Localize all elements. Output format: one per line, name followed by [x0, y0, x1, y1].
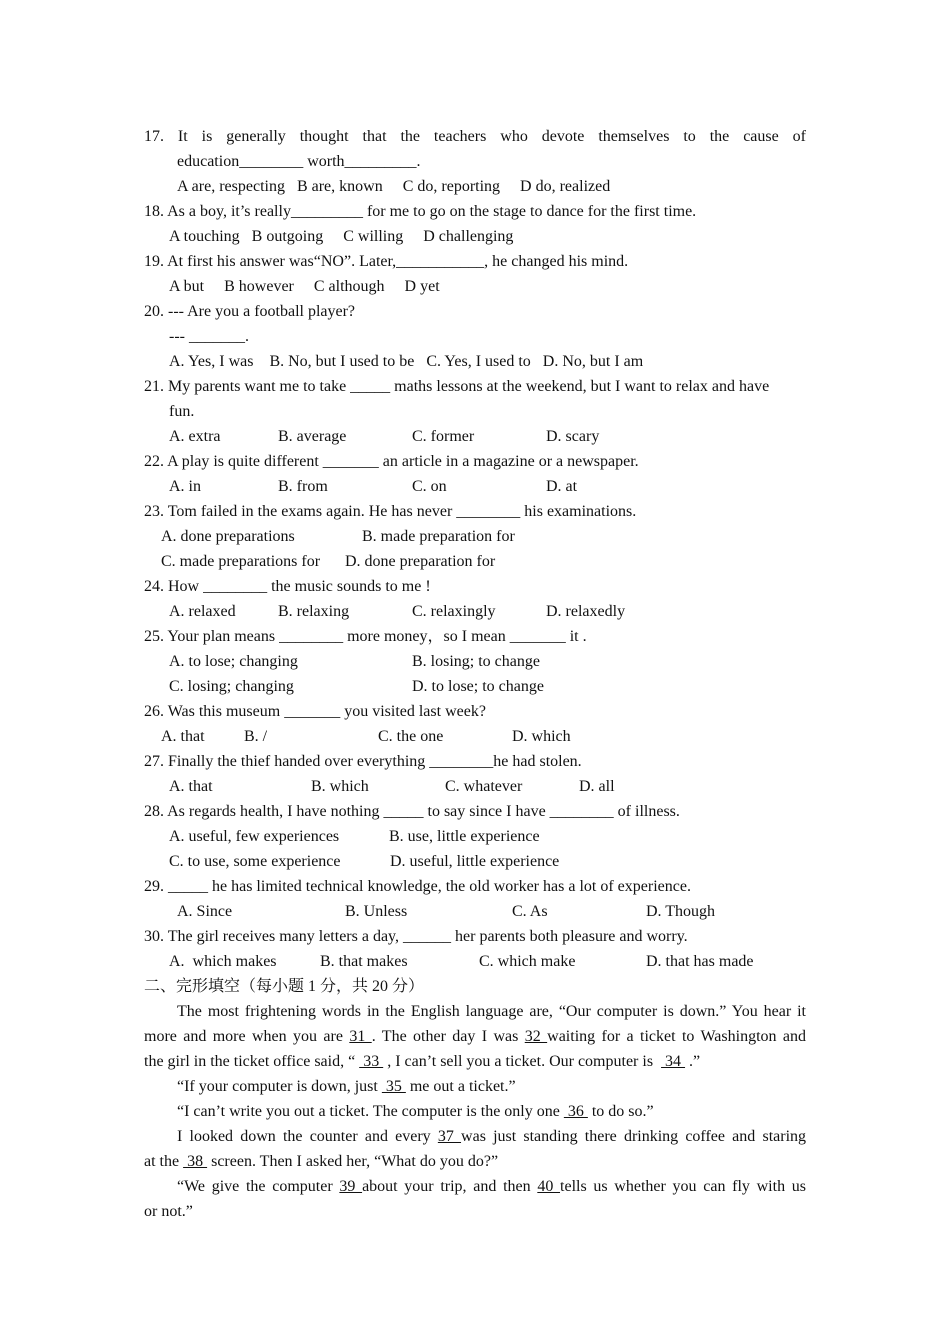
blank-33: 33 [359, 1053, 384, 1070]
passage-text: about your trip, and then [362, 1178, 538, 1195]
passage-line [144, 1049, 806, 1074]
passage-text: . The other day I was [371, 1028, 525, 1045]
option-b: B. made preparation for [362, 528, 515, 545]
question-24-options [144, 599, 806, 624]
option-d: D. scary [546, 428, 600, 445]
passage-text: was just standing there drinking coffee and staring [461, 1128, 807, 1145]
option-c: C. whatever [445, 778, 523, 795]
passage-line [144, 1024, 806, 1049]
blank-40: 40 [537, 1178, 561, 1195]
option-c: C. on [412, 478, 447, 495]
option-d: D. useful, little experience [390, 853, 560, 870]
passage-text: I looked down the counter and every [177, 1128, 438, 1145]
passage-text: “We give the computer [177, 1178, 340, 1195]
passage-text: “If your computer is down, just [177, 1078, 382, 1095]
question-26-options [144, 724, 806, 749]
option-d: D. at [546, 478, 578, 495]
option-c: C. relaxingly [412, 603, 496, 620]
question-29-stem: 29. _____ he has limited technical knowledge, the old worker has a lot of experience. [144, 878, 691, 895]
question-27-stem: 27. Finally the thief handed over everything ________he had stolen. [144, 753, 582, 770]
blank-32: 32 [524, 1028, 548, 1045]
option-b: B. losing; to change [412, 653, 540, 670]
option-d: D. to lose; to change [412, 678, 544, 695]
blank-35: 35 [381, 1078, 406, 1095]
passage-text: the girl in the ticket office said, “ [144, 1053, 360, 1070]
question-23-options-ab [144, 524, 806, 549]
passage-text: more and more when you are [144, 1028, 350, 1045]
option-d: D. Though [646, 903, 716, 920]
option-c: C. losing; changing [169, 678, 294, 695]
question-23-options-cd [144, 549, 806, 574]
question-19-options: A but B however C although D yet [169, 278, 440, 295]
question-20-stem: 20. --- Are you a football player? [144, 303, 356, 320]
question-21-stem-cont: fun. [169, 403, 195, 420]
question-21-options [144, 424, 806, 449]
question-28-stem: 28. As regards health, I have nothing _____ to say since I have ________ of illness. [144, 803, 680, 820]
question-18-stem: 18. As a boy, it’s really_________ for me to go on the stage to dance for the first time. [144, 203, 697, 220]
option-d: D. done preparation for [345, 553, 496, 570]
blank-39: 39 [339, 1178, 363, 1195]
option-a: A. extra [169, 428, 221, 445]
question-25-stem: 25. Your plan means ________ more money，so I mean _______ it . [144, 628, 587, 645]
passage-line: The most frightening words in the English language are, “Our computer is down.” You hear it [177, 1003, 806, 1020]
option-c: C. the one [378, 728, 444, 745]
option-c: C. to use, some experience [169, 853, 341, 870]
option-a: A. done preparations [161, 528, 295, 545]
passage-line: or not.” [144, 1203, 193, 1220]
passage-text: screen. Then I asked her, “What do you do?” [207, 1153, 499, 1170]
question-18-options: A touching B outgoing C willing D challenging [169, 228, 514, 245]
blank-36: 36 [563, 1103, 588, 1120]
blank-31: 31 [349, 1028, 372, 1045]
question-21-stem: 21. My parents want me to take _____ maths lessons at the weekend, but I want to relax and have [144, 378, 770, 395]
passage-text: waiting for a ticket to Washington and [547, 1028, 806, 1045]
question-19-stem: 19. At first his answer was“NO”. Later,___________, he changed his mind. [144, 253, 629, 270]
passage-text: to do so.” [587, 1103, 654, 1120]
option-c: C. made preparations for [161, 553, 321, 570]
option-a: A. Since [177, 903, 233, 920]
question-20-options: A. Yes, I was B. No, but I used to be C. Yes, I used to D. No, but I am [169, 353, 644, 370]
passage-text: , I can’t sell you a ticket. Our computer is [383, 1053, 662, 1070]
blank-38: 38 [183, 1153, 208, 1170]
section-heading: 二、完形填空（每小题 1 分，共 20 分） [144, 978, 425, 995]
option-d: D. which [512, 728, 571, 745]
question-17-options: A are, respecting B are, known C do, reporting D do, realized [177, 178, 611, 195]
option-d: D. all [579, 778, 615, 795]
passage-text: .” [685, 1053, 701, 1070]
question-27-options [144, 774, 806, 799]
option-a: A. which makes [169, 953, 277, 970]
passage-text: at the [144, 1153, 184, 1170]
question-28-options-cd [144, 849, 806, 874]
option-b: B. Unless [345, 903, 408, 920]
passage-line [144, 1124, 806, 1149]
passage-line [144, 1099, 806, 1124]
passage-line [144, 1174, 806, 1199]
question-26-stem: 26. Was this museum _______ you visited last week? [144, 703, 486, 720]
option-a: A. relaxed [169, 603, 236, 620]
question-20-reply: --- _______. [169, 328, 249, 345]
option-b: B. from [278, 478, 328, 495]
question-30-stem: 30. The girl receives many letters a day, ______ her parents both pleasure and worry. [144, 928, 688, 945]
question-29-options [144, 899, 806, 924]
option-a: A. that [169, 778, 213, 795]
option-c: C. former [412, 428, 475, 445]
question-22-stem: 22. A play is quite different _______ an article in a magazine or a newspaper. [144, 453, 639, 470]
option-c: C. As [512, 903, 548, 920]
option-a: A. that [161, 728, 205, 745]
passage-line [144, 1149, 806, 1174]
question-17-stem-cont: education________ worth_________. [177, 153, 421, 170]
option-a: A. useful, few experiences [169, 828, 340, 845]
question-28-options-ab [144, 824, 806, 849]
option-b: B. use, little experience [389, 828, 540, 845]
option-b: B. that makes [320, 953, 408, 970]
question-23-stem: 23. Tom failed in the exams again. He has never ________ his examinations. [144, 503, 637, 520]
option-c: C. which make [479, 953, 576, 970]
exam-page [144, 124, 806, 1224]
option-b: B. which [311, 778, 369, 795]
question-22-options [144, 474, 806, 499]
option-b: B. relaxing [278, 603, 350, 620]
passage-text: “I can’t write you out a ticket. The computer is the only one [177, 1103, 564, 1120]
passage-text: tells us whether you can fly with us [560, 1178, 806, 1195]
option-a: A. in [169, 478, 201, 495]
question-25-options-ab [144, 649, 806, 674]
passage-line [144, 1074, 806, 1099]
option-d: D. relaxedly [546, 603, 626, 620]
blank-34: 34 [661, 1053, 686, 1070]
question-17-stem: 17. It is generally thought that the teachers who devote themselves to the cause of [144, 128, 806, 145]
question-25-options-cd [144, 674, 806, 699]
option-b: B. average [278, 428, 347, 445]
option-d: D. that has made [646, 953, 754, 970]
blank-37: 37 [437, 1128, 462, 1145]
passage-text: me out a ticket.” [405, 1078, 516, 1095]
option-b: B. / [244, 728, 268, 745]
option-a: A. to lose; changing [169, 653, 298, 670]
question-24-stem: 24. How ________ the music sounds to me ! [144, 578, 431, 595]
question-30-options [144, 949, 806, 974]
